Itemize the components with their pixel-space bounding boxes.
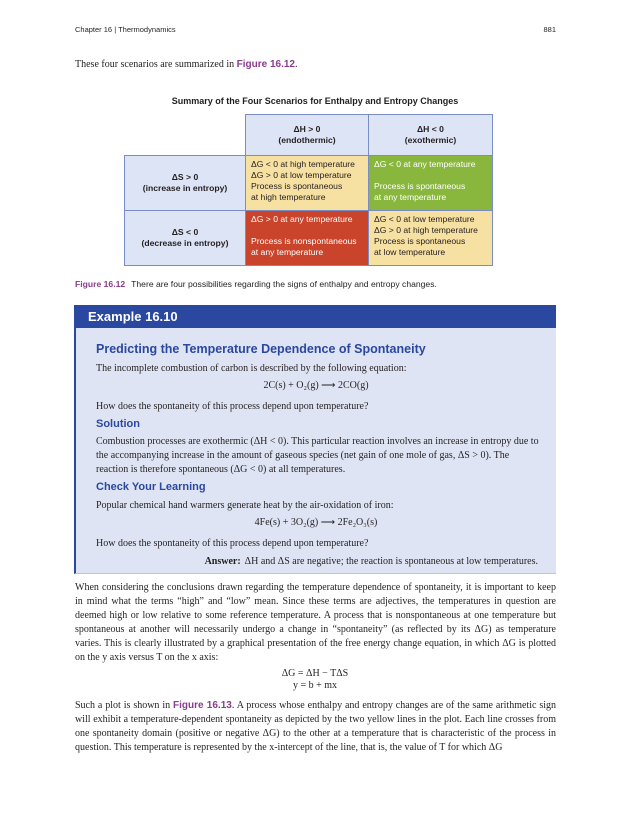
row-header-line1: ΔS < 0 — [171, 227, 199, 237]
body-paragraph-1: When considering the conclusions drawn regarding the temperature dependence of spontaneity, it is important to keep in mind what the terms “high” and “low” mean. Since these terms are adjectives, the temperatures in question are deemed high or low relative to some reference temperature. A process that is nonspontaneous at one temperature but spontaneous at another will necessarily undergo a change in “spontaneity” (as reflected by its ΔG) as temperature varies. This is clearly illustrated by a graphical presentation of the free energy change equation, in which ΔG is plotted on the y axis versus T on the x axis: — [75, 582, 556, 663]
figure-16-12-link[interactable]: Figure 16.12 — [236, 59, 295, 70]
intro-end: . — [294, 59, 298, 70]
cell-exothermic-entropy-decrease — [368, 210, 493, 266]
intro-text: These four scenarios are summarized in — [75, 59, 237, 70]
cell-line: ΔG > 0 at any temperature — [251, 214, 353, 224]
cell-line: Process is spontaneous — [374, 181, 466, 191]
equation-free-energy: ΔG = ΔH − TΔS — [281, 668, 349, 679]
solution-text: Combustion processes are exothermic (ΔH < 0). This particular reaction involves an increase in entropy due to the accompanying increase in the amount of gaseous species (net gain of one mole of gas, ΔS > 0). The reaction is therefore spontaneous (ΔG < 0) at all temperatures. — [96, 436, 539, 475]
body-paragraph-2-start: Such a plot is shown in — [75, 700, 174, 711]
check-your-learning-text: Popular chemical hand warmers generate heat by the air-oxidation of iron: — [96, 500, 394, 511]
cell-line: Process is spontaneous — [251, 181, 343, 191]
check-your-learning-question: How does the spontaneity of this process depend upon temperature? — [96, 538, 369, 549]
cell-exothermic-entropy-increase — [368, 155, 493, 211]
col-header-line1: ΔH > 0 — [293, 124, 321, 134]
cell-line: ΔG < 0 at high temperature — [251, 159, 355, 169]
cell-line: ΔG < 0 at low temperature — [374, 214, 475, 224]
figure-caption-label: Figure 16.12 — [75, 279, 126, 289]
col-header-exothermic — [368, 114, 493, 156]
example-heading: Predicting the Temperature Dependence of Spontaneity — [96, 342, 426, 356]
page-number: 881 — [543, 25, 556, 34]
body-paragraph-2 — [75, 699, 556, 755]
body-paragraph-2-rest: . A process whose enthalpy and entropy changes are of the same arithmetic sign will exhibit a temperature-dependent spontaneity as depicted by the two yellow lines in the plot. Each line crosses from one spontaneity domain (positive or negative ΔG) to the other at a temperature that is characteristic of the process in question. This temperature is represented by the x-intercept of the line, that is, the value of T for which ΔG — [75, 700, 557, 753]
answer-label: Answer: — [204, 556, 241, 567]
example-box — [74, 305, 556, 574]
cell-line: Process is nonspontaneous — [251, 236, 357, 246]
cell-line: ΔG > 0 at high temperature — [374, 225, 478, 235]
answer-line — [205, 556, 538, 567]
row-header-entropy-decrease — [124, 210, 246, 266]
answer-text: ΔH and ΔS are negative; the reaction is spontaneous at low temperatures. — [244, 556, 538, 567]
row-header-entropy-increase — [124, 155, 246, 211]
example-title-bar: Example 16.10 — [76, 305, 556, 328]
figure-caption-text: There are four possibilities regarding the signs of enthalpy and entropy changes. — [131, 279, 437, 289]
example-question: How does the spontaneity of this process depend upon temperature? — [96, 401, 369, 412]
col-header-line1: ΔH < 0 — [417, 124, 444, 134]
col-header-endothermic — [245, 114, 369, 156]
cell-line: at any temperature — [374, 192, 447, 202]
col-header-line2: (exothermic) — [404, 135, 457, 145]
cell-line: ΔG > 0 at low temperature — [251, 170, 352, 180]
cell-line: at low temperature — [374, 247, 446, 257]
cell-line: Process is spontaneous — [374, 236, 466, 246]
cell-spacer — [251, 225, 363, 236]
cell-line: at any temperature — [251, 247, 324, 257]
figure-table-title: Summary of the Four Scenarios for Enthalpy and Entropy Changes — [171, 96, 459, 106]
solution-heading: Solution — [96, 418, 140, 430]
cell-endothermic-entropy-decrease — [245, 210, 369, 266]
cell-spacer — [374, 170, 487, 181]
equation-carbon-combustion: 2C(s) + O₂(g) ⟶ 2CO(g) — [263, 380, 369, 391]
row-header-line2: (decrease in entropy) — [141, 238, 229, 248]
equation-linear-form: y = b + mx — [292, 680, 338, 691]
running-header-chapter: Chapter 16 | Thermodynamics — [75, 25, 176, 34]
col-header-line2: (endothermic) — [278, 135, 336, 145]
cell-line: at high temperature — [251, 192, 326, 202]
example-problem-text: The incomplete combustion of carbon is described by the following equation: — [96, 363, 407, 374]
equation-iron-oxidation: 4Fe(s) + 3O₂(g) ⟶ 2Fe₂O₃(s) — [254, 517, 378, 528]
row-header-line1: ΔS > 0 — [171, 172, 199, 182]
figure-16-13-link[interactable]: Figure 16.13 — [173, 700, 232, 711]
cell-endothermic-entropy-increase — [245, 155, 369, 211]
intro-paragraph — [75, 59, 297, 70]
figure-caption — [75, 279, 437, 289]
check-your-learning-heading: Check Your Learning — [96, 481, 206, 493]
row-header-line2: (increase in entropy) — [142, 183, 228, 193]
cell-line: ΔG < 0 at any temperature — [374, 159, 476, 169]
